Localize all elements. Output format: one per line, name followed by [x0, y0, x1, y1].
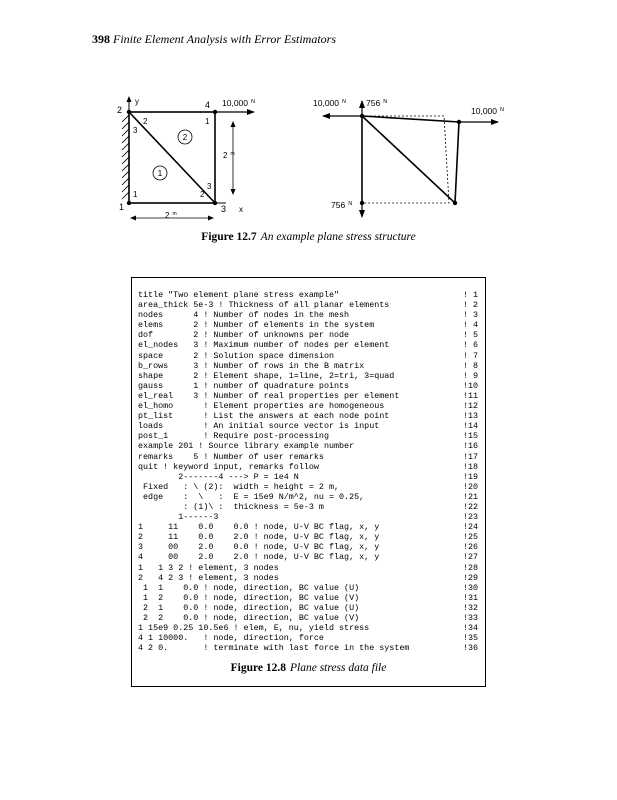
data-file-line-number: !31 — [463, 592, 479, 603]
node-1-label: 1 — [119, 202, 125, 212]
data-file-line: example 201 ! Source library example number — [138, 441, 355, 452]
local-3-label: 3 — [133, 126, 138, 135]
data-file-line: nodes 4 ! Number of nodes in the mesh — [138, 310, 350, 321]
local-1-top-label: 1 — [205, 117, 210, 126]
data-file-line-number: !30 — [463, 582, 479, 593]
data-file-line: loads ! An initial source vector is input — [138, 421, 380, 432]
fixed-wall-hatching — [122, 112, 129, 203]
data-file-line-number: !24 — [463, 522, 479, 533]
data-file-line-number: !35 — [463, 633, 479, 644]
data-file-line: area_thick 5e-3 ! Thickness of all planar elements — [138, 300, 390, 311]
force-left-label: 10,000 $^N$ — [313, 98, 346, 108]
data-file-line-number: !10 — [463, 380, 479, 391]
data-file-line-number: ! 1 — [463, 290, 479, 300]
data-file-line: dof 2 ! Number of unknowns per node — [138, 330, 350, 341]
figure-12-8-caption-label: Figure 12.8 — [230, 662, 286, 674]
data-file-line-number: !34 — [463, 623, 479, 634]
data-file-line-number: !17 — [463, 451, 479, 462]
data-file-line-number: !21 — [463, 491, 479, 502]
plane-stress-mesh — [117, 97, 255, 220]
data-file-line-number: ! 2 — [463, 300, 479, 311]
element-1-label: 1 — [157, 169, 163, 178]
element-2-label: 2 — [182, 133, 188, 142]
data-file-line: 4 2 0. ! terminate with last force in the system — [138, 643, 410, 654]
data-file-line: remarks 5 ! Number of user remarks — [138, 451, 324, 462]
data-file-line: 1 1 3 2 ! element, 3 nodes — [138, 562, 279, 573]
data-file-line-number: ! 3 — [463, 310, 479, 321]
data-file-line-number: !22 — [463, 501, 479, 512]
data-file-line-number: !12 — [463, 401, 479, 412]
force-right-label: 10,000 $^N$ — [471, 106, 504, 116]
data-file-line-number: ! 5 — [463, 330, 479, 341]
data-file-line-number: !28 — [463, 562, 479, 573]
data-file-line: 1 2 0.0 ! node, direction, BC value (V) — [143, 592, 360, 603]
data-file-line: : (1)\ : thickness = 5e-3 m — [183, 501, 324, 512]
y-axis-label: y — [135, 97, 139, 106]
local-3-bottom-label: 3 — [207, 182, 212, 191]
height-label: 2 $^m$ — [223, 151, 235, 160]
data-file-line: 2 2 0.0 ! node, direction, BC value (V) — [143, 613, 360, 623]
data-file-line-number: !14 — [463, 421, 479, 432]
deformed-outline — [362, 116, 459, 203]
page-number: 398 — [92, 32, 110, 46]
data-file-line: quit ! keyword input, remarks follow — [138, 461, 319, 472]
data-file-line-number: !13 — [463, 411, 479, 422]
force-label: 10,000 $^N$ — [222, 98, 255, 108]
node-3-label: 3 — [221, 204, 227, 214]
figure-12-8-caption-text: Plane stress data file — [290, 662, 387, 674]
data-file-line-number: !36 — [463, 643, 479, 654]
data-file-line-number: ! 7 — [463, 350, 479, 361]
local-1-bottom-label: 1 — [133, 190, 138, 199]
data-file-line: Fixed : \ (2): width = height = 2 m, — [143, 481, 340, 492]
data-file-line-number: !20 — [463, 481, 479, 492]
data-file-line: 4 1 10000. ! node, direction, force — [138, 633, 324, 644]
local-2-bottom-label: 2 — [200, 190, 205, 199]
data-file-line: el_homo ! Element properties are homogeneous — [138, 401, 385, 412]
figure-12-7 — [0, 0, 617, 240]
data-file-line: 2 11 0.0 2.0 ! node, U-V BC flag, x, y — [138, 532, 380, 543]
deformed-shape-diagram — [313, 98, 504, 217]
data-file-line: elems 2 ! Number of elements in the system — [138, 320, 375, 331]
figure-12-8-caption — [0, 662, 617, 674]
data-file-line-number: !29 — [463, 572, 479, 583]
x-axis-label: x — [239, 205, 243, 214]
data-file-line: b_rows 3 ! Number of rows in the B matrix — [138, 360, 365, 371]
force-up-label: 756 $^N$ — [366, 98, 388, 108]
data-file-line-number: !25 — [463, 532, 479, 543]
width-label: 2 $^m$ — [165, 211, 177, 220]
figure-12-7-caption-label: Figure 12.7 — [201, 231, 257, 243]
data-file-line-number: !16 — [463, 441, 479, 452]
data-file-line: space 2 ! Solution space dimension — [138, 350, 335, 361]
data-file-line: title "Two element plane stress example" — [138, 290, 340, 300]
data-file-line: 1 11 0.0 0.0 ! node, U-V BC flag, x, y — [138, 522, 380, 533]
data-file-line-number: ! 8 — [463, 360, 479, 371]
data-file-line-number: !19 — [463, 471, 479, 482]
data-file-line-number: ! 6 — [463, 340, 479, 351]
data-file-line-number: !26 — [463, 542, 479, 553]
data-file-line: edge : \ : E = 15e9 N/m^2, nu = 0.25, — [143, 491, 365, 502]
data-file-line-number: !18 — [463, 461, 479, 472]
data-file-line: 2 4 2 3 ! element, 3 nodes — [138, 572, 279, 583]
data-file-line: el_nodes 3 ! Maximum number of nodes per element — [138, 340, 390, 351]
data-file-line: 4 00 2.0 2.0 ! node, U-V BC flag, x, y — [138, 552, 380, 563]
data-file-line: 2 1 0.0 ! node, direction, BC value (U) — [143, 602, 360, 613]
data-file-line: el_real 3 ! Number of real properties per element — [138, 390, 400, 401]
data-file-line: post_1 ! Require post-processing — [138, 431, 329, 442]
data-file-line-number: !27 — [463, 552, 479, 563]
data-file-line-number: ! 4 — [463, 320, 479, 331]
data-file-line: shape 2 ! Element shape, 1=line, 2=tri, 3=quad — [138, 370, 395, 381]
data-file-line: 2-------4 ---> P = 1e4 N — [178, 471, 299, 482]
node-4-label: 4 — [205, 100, 211, 110]
data-file-line: gauss 1 ! number of quadrature points — [138, 380, 350, 391]
figure-12-7-caption — [0, 231, 617, 243]
data-file-line-number: !23 — [463, 512, 479, 523]
force-down-label: 756 $^N$ — [331, 200, 353, 210]
data-file-line-number: !11 — [463, 390, 479, 401]
data-file-line: 1------3 — [178, 512, 219, 523]
data-file-listing — [138, 290, 409, 653]
data-file-line-numbers — [463, 290, 478, 653]
data-file-line-number: !32 — [463, 602, 479, 613]
book-title: Finite Element Analysis with Error Estimators — [113, 32, 336, 46]
data-file-line: 1 15e9 0.25 10.5e6 ! elem, E, nu, yield stress — [138, 623, 370, 634]
data-file-line-number: !33 — [463, 613, 479, 623]
data-file-line: 3 00 2.0 0.0 ! node, U-V BC flag, x, y — [138, 542, 380, 553]
data-file-line-number: !15 — [463, 431, 479, 442]
data-file-line: 1 1 0.0 ! node, direction, BC value (U) — [143, 582, 360, 593]
data-file-line: pt_list ! List the answers at each node point — [138, 411, 390, 422]
data-file-line-number: ! 9 — [463, 370, 479, 381]
node-2-label: 2 — [117, 105, 123, 115]
figure-12-7-caption-text: An example plane stress structure — [260, 231, 416, 243]
local-2-label: 2 — [143, 117, 148, 126]
